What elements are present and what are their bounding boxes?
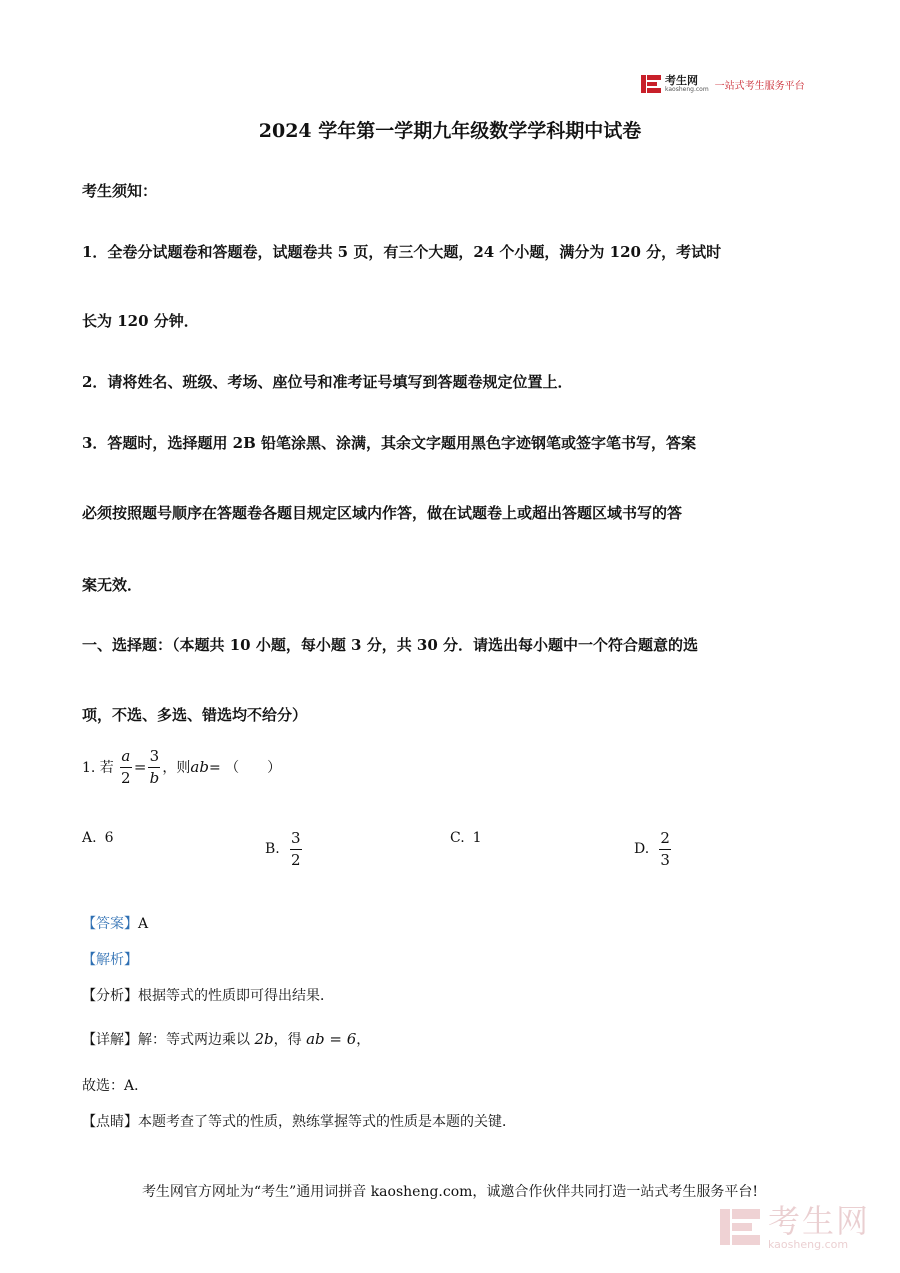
brand-slogan: 一站式考生服务平台 (714, 80, 805, 92)
dianjing-line (82, 1111, 516, 1131)
option-a-label: A. (82, 830, 97, 846)
option-b-label: B. (265, 841, 280, 857)
xiangjie-text-a: 解：等式两边乘以 (138, 1032, 250, 1048)
fenxi-tag: 【分析】 (82, 988, 138, 1004)
section1-line-1: 一、选择题：（本题共 10 小题，每小题 3 分，共 30 分．请选出每小题中一个符合题意的选 (82, 636, 699, 654)
q1-f2-numerator: 3 (149, 747, 160, 765)
option-d-denominator: 3 (660, 850, 670, 869)
q1-f2-denominator: b (149, 768, 160, 787)
answer-value: A (138, 916, 149, 932)
footer-note: 考生网官方网址为“考生”通用词拼音 kaosheng.com，诚邀合作伙伴共同打造一站式考生服务平台! (141, 1184, 759, 1200)
option-a (82, 830, 113, 846)
notice-line-1: 1．全卷分试题卷和答题卷，试题卷共 5 页，有三个大题，24 个小题，满分为 120 分，考试时 (82, 243, 722, 261)
brand-domain: kaosheng.com (665, 86, 709, 93)
option-c-value: 1 (472, 830, 482, 846)
option-c (450, 830, 482, 846)
option-d-fraction (659, 830, 671, 868)
fraction-bar (659, 849, 671, 850)
option-d-label: D. (634, 841, 650, 857)
notice-line-4: 3．答题时，选择题用 2B 铅笔涂黑、涂满，其余文字题用黑色字迹钢笔或签字笔书写，答案 (82, 434, 697, 452)
watermark-name-cn: 考生网 (768, 1201, 871, 1240)
q1-fraction-3-over-b (148, 748, 160, 786)
watermark (718, 1201, 871, 1251)
exam-title: 2024 学年第一学期九年级数学学科期中试卷 (258, 120, 642, 142)
option-c-label: C. (450, 830, 465, 846)
option-a-value: 6 (104, 830, 114, 846)
watermark-domain: kaosheng.com (768, 1237, 849, 1251)
section1-line-2: 项，不选、多选、错选均不给分） (82, 706, 308, 724)
notice-line-5: 必须按照题号顺序在答题卷各题目规定区域内作答，做在试题卷上或超出答题区域书写的答 (82, 504, 683, 522)
option-b-fraction (290, 830, 302, 868)
q1-mid: ，则 (162, 760, 191, 776)
q1-tail: = （ ） (208, 760, 282, 776)
brand-name-cn: 考生网 (665, 74, 698, 87)
fraction-bar (120, 767, 132, 768)
fenxi-line (82, 985, 334, 1005)
option-b-denominator: 2 (290, 850, 301, 869)
notice-line-2: 长为 120 分钟． (82, 312, 199, 330)
q1-f1-denominator: 2 (121, 768, 131, 787)
analysis-line (82, 949, 138, 969)
xiangjie-line (82, 1029, 370, 1049)
xiangjie-equation: ab = 6 (306, 1030, 357, 1048)
question-1 (82, 748, 281, 786)
option-d (634, 830, 673, 868)
fraction-bar (290, 849, 302, 850)
kaosheng-logo-icon (640, 74, 662, 94)
q1-equals: = (133, 758, 147, 776)
dianjing-text: 本题考查了等式的性质，熟练掌握等式的性质是本题的关键． (138, 1114, 516, 1130)
q1-prefix: 1. 若 (82, 760, 114, 776)
brand-name (665, 75, 709, 93)
xiangjie-text-c: ， (356, 1032, 371, 1048)
xiangjie-2b: 2b (254, 1030, 274, 1048)
fenxi-text: 根据等式的性质即可得出结果． (138, 988, 334, 1004)
answer-line (82, 913, 148, 933)
answer-tag: 【答案】 (82, 916, 138, 932)
watermark-name (768, 1201, 871, 1251)
q1-f1-numerator: a (121, 747, 131, 765)
watermark-logo-icon (718, 1204, 762, 1250)
option-b-numerator: 3 (290, 829, 301, 847)
notice-line-3: 2．请将姓名、班级、考场、座位号和准考证号填写到答题卷规定位置上． (82, 373, 573, 391)
dianjing-tag: 【点睛】 (82, 1114, 138, 1130)
q1-fraction-a-over-2 (120, 748, 132, 786)
notice-line-6: 案无效． (82, 576, 143, 594)
guxuan-line: 故选：A． (82, 1078, 149, 1094)
option-d-numerator: 2 (660, 829, 670, 847)
fraction-bar (148, 767, 160, 768)
xiangjie-text-b: ，得 (273, 1032, 302, 1048)
q1-expr: ab (190, 758, 209, 776)
analysis-tag: 【解析】 (82, 952, 138, 968)
option-b (265, 830, 304, 868)
notice-heading: 考生须知： (82, 182, 158, 200)
xiangjie-tag: 【详解】 (82, 1032, 138, 1048)
header-brand (640, 74, 805, 94)
